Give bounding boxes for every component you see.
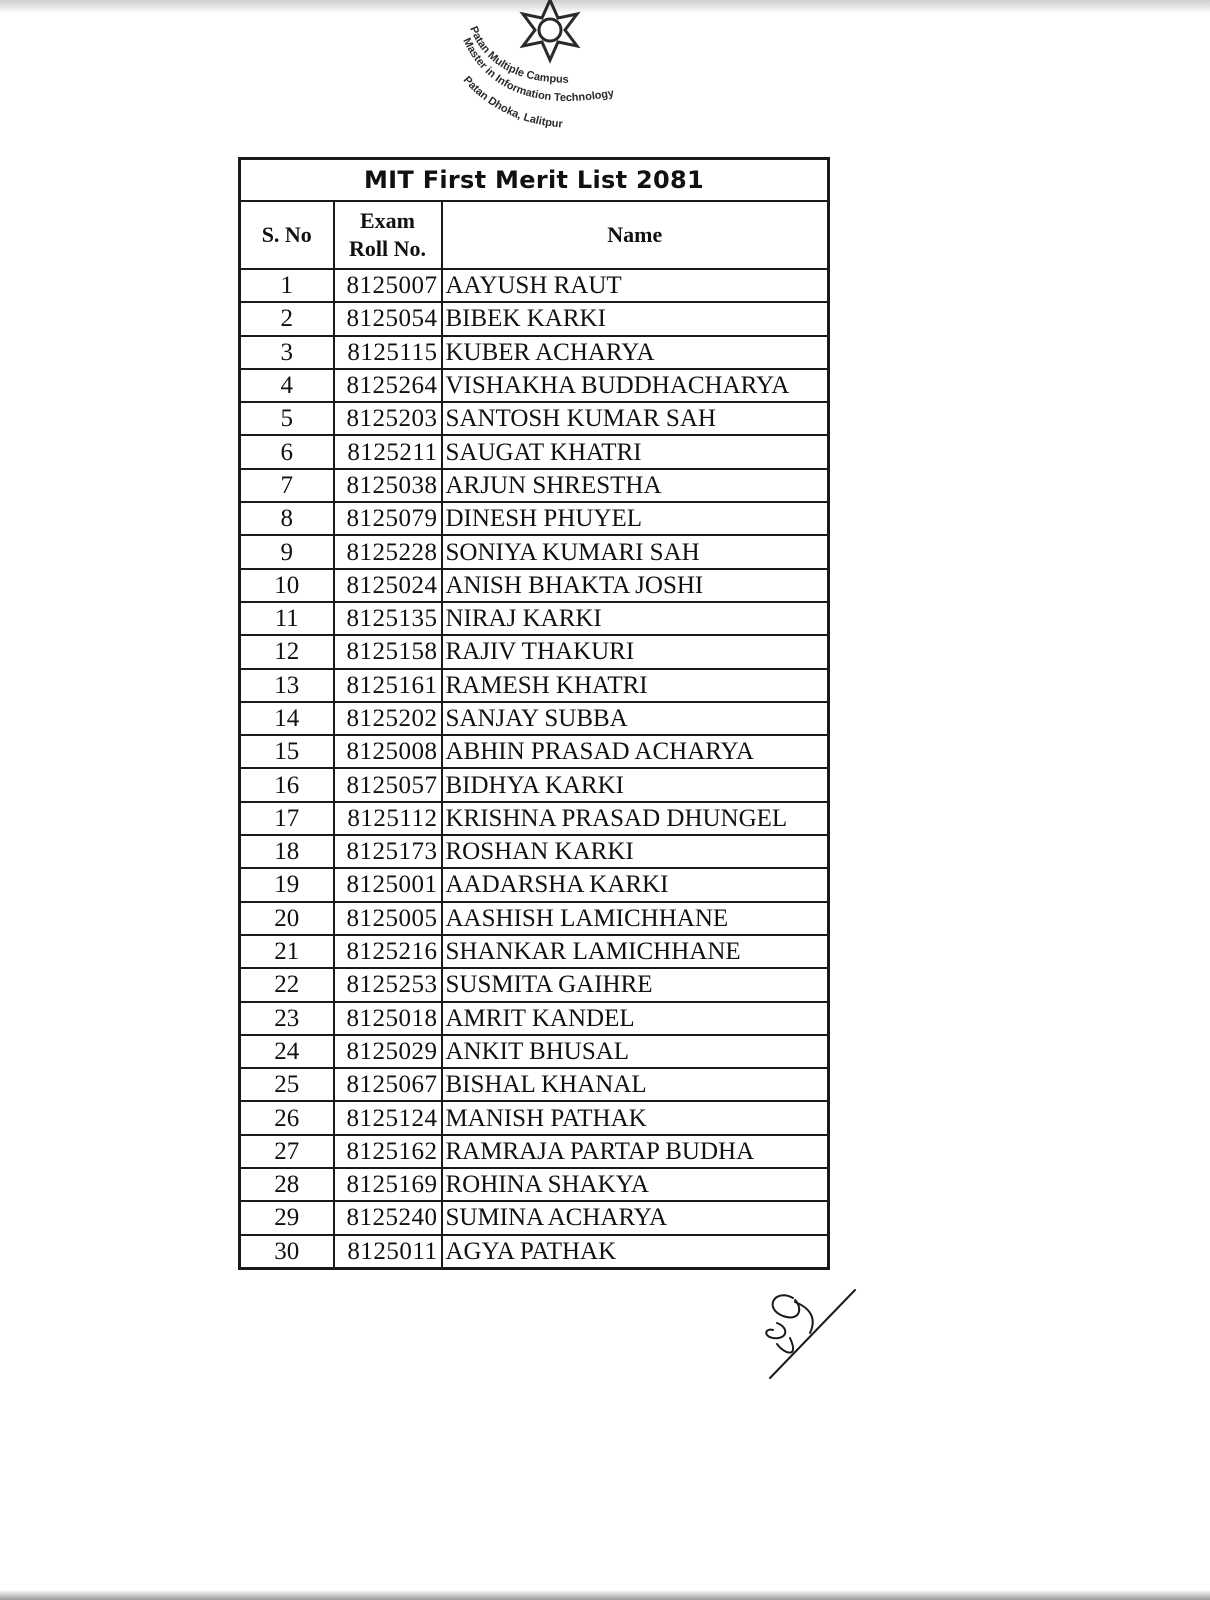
cell-name: AASHISH LAMICHHANE bbox=[442, 902, 829, 935]
header-sno: S. No bbox=[240, 201, 334, 269]
cell-roll: 8125162 bbox=[334, 1135, 442, 1168]
table-row bbox=[240, 502, 829, 535]
cell-name: KRISHNA PRASAD DHUNGEL bbox=[442, 802, 829, 835]
cell-roll: 8125228 bbox=[334, 535, 442, 568]
table-row bbox=[240, 435, 829, 468]
cell-name: SUSMITA GAIHRE bbox=[442, 968, 829, 1001]
cell-roll: 8125007 bbox=[334, 269, 442, 302]
cell-roll: 8125079 bbox=[334, 502, 442, 535]
cell-name: RAMRAJA PARTAP BUDHA bbox=[442, 1135, 829, 1168]
cell-name: SHANKAR LAMICHHANE bbox=[442, 935, 829, 968]
cell-roll: 8125158 bbox=[334, 635, 442, 668]
cell-sno: 18 bbox=[240, 835, 334, 868]
cell-sno: 26 bbox=[240, 1101, 334, 1134]
cell-roll: 8125216 bbox=[334, 935, 442, 968]
table-row bbox=[240, 935, 829, 968]
cell-sno: 25 bbox=[240, 1068, 334, 1101]
table-row bbox=[240, 1101, 829, 1134]
cell-roll: 8125211 bbox=[334, 435, 442, 468]
cell-sno: 19 bbox=[240, 868, 334, 901]
cell-sno: 15 bbox=[240, 735, 334, 768]
cell-name: SANTOSH KUMAR SAH bbox=[442, 402, 829, 435]
cell-sno: 20 bbox=[240, 902, 334, 935]
cell-roll: 8125124 bbox=[334, 1101, 442, 1134]
table-row bbox=[240, 1201, 829, 1234]
table-row bbox=[240, 1135, 829, 1168]
cell-roll: 8125038 bbox=[334, 469, 442, 502]
table-row bbox=[240, 535, 829, 568]
cell-name: RAJIV THAKURI bbox=[442, 635, 829, 668]
cell-roll: 8125011 bbox=[334, 1235, 442, 1269]
cell-roll: 8125112 bbox=[334, 802, 442, 835]
cell-name: SUMINA ACHARYA bbox=[442, 1201, 829, 1234]
table-title: MIT First Merit List 2081 bbox=[240, 159, 829, 202]
cell-roll: 8125001 bbox=[334, 868, 442, 901]
cell-sno: 9 bbox=[240, 535, 334, 568]
cell-roll: 8125005 bbox=[334, 902, 442, 935]
table-row bbox=[240, 302, 829, 335]
cell-sno: 6 bbox=[240, 435, 334, 468]
cell-roll: 8125169 bbox=[334, 1168, 442, 1201]
cell-name: AADARSHA KARKI bbox=[442, 868, 829, 901]
cell-sno: 10 bbox=[240, 569, 334, 602]
header-roll-line1: Exam bbox=[360, 208, 415, 233]
cell-roll: 8125024 bbox=[334, 569, 442, 602]
cell-name: ANKIT BHUSAL bbox=[442, 1035, 829, 1068]
cell-name: ARJUN SHRESTHA bbox=[442, 469, 829, 502]
cell-sno: 22 bbox=[240, 968, 334, 1001]
table-row bbox=[240, 968, 829, 1001]
cell-roll: 8125264 bbox=[334, 369, 442, 402]
table-row bbox=[240, 1235, 829, 1269]
header-name: Name bbox=[442, 201, 829, 269]
table-row bbox=[240, 469, 829, 502]
cell-name: AAYUSH RAUT bbox=[442, 269, 829, 302]
table-row bbox=[240, 1035, 829, 1068]
stamp-line-2: Master in Information Technology bbox=[460, 36, 615, 104]
stamp-line-3: Patan Dhoka, Lalitpur bbox=[460, 74, 564, 131]
cell-roll: 8125029 bbox=[334, 1035, 442, 1068]
cell-sno: 29 bbox=[240, 1201, 334, 1234]
cell-name: SONIYA KUMARI SAH bbox=[442, 535, 829, 568]
cell-sno: 11 bbox=[240, 602, 334, 635]
table-row bbox=[240, 369, 829, 402]
cell-roll: 8125135 bbox=[334, 602, 442, 635]
stamp-line-1: Patan Multiple Campus bbox=[467, 24, 569, 86]
table-row bbox=[240, 569, 829, 602]
table-row bbox=[240, 1168, 829, 1201]
table-row bbox=[240, 602, 829, 635]
cell-name: NIRAJ KARKI bbox=[442, 602, 829, 635]
cell-name: ANISH BHAKTA JOSHI bbox=[442, 569, 829, 602]
cell-roll: 8125202 bbox=[334, 702, 442, 735]
table-row bbox=[240, 768, 829, 801]
scan-bottom-edge bbox=[0, 1590, 1210, 1600]
cell-name: MANISH PATHAK bbox=[442, 1101, 829, 1134]
cell-name: BISHAL KHANAL bbox=[442, 1068, 829, 1101]
cell-roll: 8125115 bbox=[334, 336, 442, 369]
cell-name: ROHINA SHAKYA bbox=[442, 1168, 829, 1201]
cell-sno: 27 bbox=[240, 1135, 334, 1168]
cell-sno: 24 bbox=[240, 1035, 334, 1068]
table-row bbox=[240, 702, 829, 735]
cell-name: DINESH PHUYEL bbox=[442, 502, 829, 535]
cell-roll: 8125173 bbox=[334, 835, 442, 868]
cell-name: AGYA PATHAK bbox=[442, 1235, 829, 1269]
cell-name: RAMESH KHATRI bbox=[442, 669, 829, 702]
table-row bbox=[240, 902, 829, 935]
cell-roll: 8125067 bbox=[334, 1068, 442, 1101]
cell-name: AMRIT KANDEL bbox=[442, 1002, 829, 1035]
cell-roll: 8125240 bbox=[334, 1201, 442, 1234]
cell-roll: 8125161 bbox=[334, 669, 442, 702]
cell-sno: 30 bbox=[240, 1235, 334, 1269]
cell-sno: 1 bbox=[240, 269, 334, 302]
cell-name: KUBER ACHARYA bbox=[442, 336, 829, 369]
cell-sno: 23 bbox=[240, 1002, 334, 1035]
cell-roll: 8125018 bbox=[334, 1002, 442, 1035]
cell-sno: 12 bbox=[240, 635, 334, 668]
cell-sno: 28 bbox=[240, 1168, 334, 1201]
cell-roll: 8125057 bbox=[334, 768, 442, 801]
cell-sno: 2 bbox=[240, 302, 334, 335]
cell-name: ROSHAN KARKI bbox=[442, 835, 829, 868]
header-roll-line2: Roll No. bbox=[349, 236, 426, 261]
table-row bbox=[240, 868, 829, 901]
cell-sno: 16 bbox=[240, 768, 334, 801]
cell-sno: 14 bbox=[240, 702, 334, 735]
cell-roll: 8125008 bbox=[334, 735, 442, 768]
merit-list-table bbox=[238, 157, 830, 1270]
cell-roll: 8125253 bbox=[334, 968, 442, 1001]
cell-sno: 8 bbox=[240, 502, 334, 535]
cell-name: ABHIN PRASAD ACHARYA bbox=[442, 735, 829, 768]
table-row bbox=[240, 635, 829, 668]
handwritten-signature-icon bbox=[755, 1278, 865, 1388]
cell-roll: 8125054 bbox=[334, 302, 442, 335]
cell-name: VISHAKHA BUDDHACHARYA bbox=[442, 369, 829, 402]
cell-name: BIDHYA KARKI bbox=[442, 768, 829, 801]
table-row bbox=[240, 1068, 829, 1101]
table-row bbox=[240, 402, 829, 435]
cell-sno: 4 bbox=[240, 369, 334, 402]
table-row bbox=[240, 1002, 829, 1035]
table-row bbox=[240, 835, 829, 868]
cell-sno: 13 bbox=[240, 669, 334, 702]
cell-name: BIBEK KARKI bbox=[442, 302, 829, 335]
campus-seal-icon bbox=[455, 0, 635, 150]
table-row bbox=[240, 669, 829, 702]
cell-name: SANJAY SUBBA bbox=[442, 702, 829, 735]
header-roll bbox=[334, 201, 442, 269]
table-row bbox=[240, 336, 829, 369]
table-row bbox=[240, 269, 829, 302]
cell-sno: 7 bbox=[240, 469, 334, 502]
cell-name: SAUGAT KHATRI bbox=[442, 435, 829, 468]
cell-roll: 8125203 bbox=[334, 402, 442, 435]
cell-sno: 21 bbox=[240, 935, 334, 968]
cell-sno: 17 bbox=[240, 802, 334, 835]
table-row bbox=[240, 802, 829, 835]
cell-sno: 3 bbox=[240, 336, 334, 369]
cell-sno: 5 bbox=[240, 402, 334, 435]
table-row bbox=[240, 735, 829, 768]
